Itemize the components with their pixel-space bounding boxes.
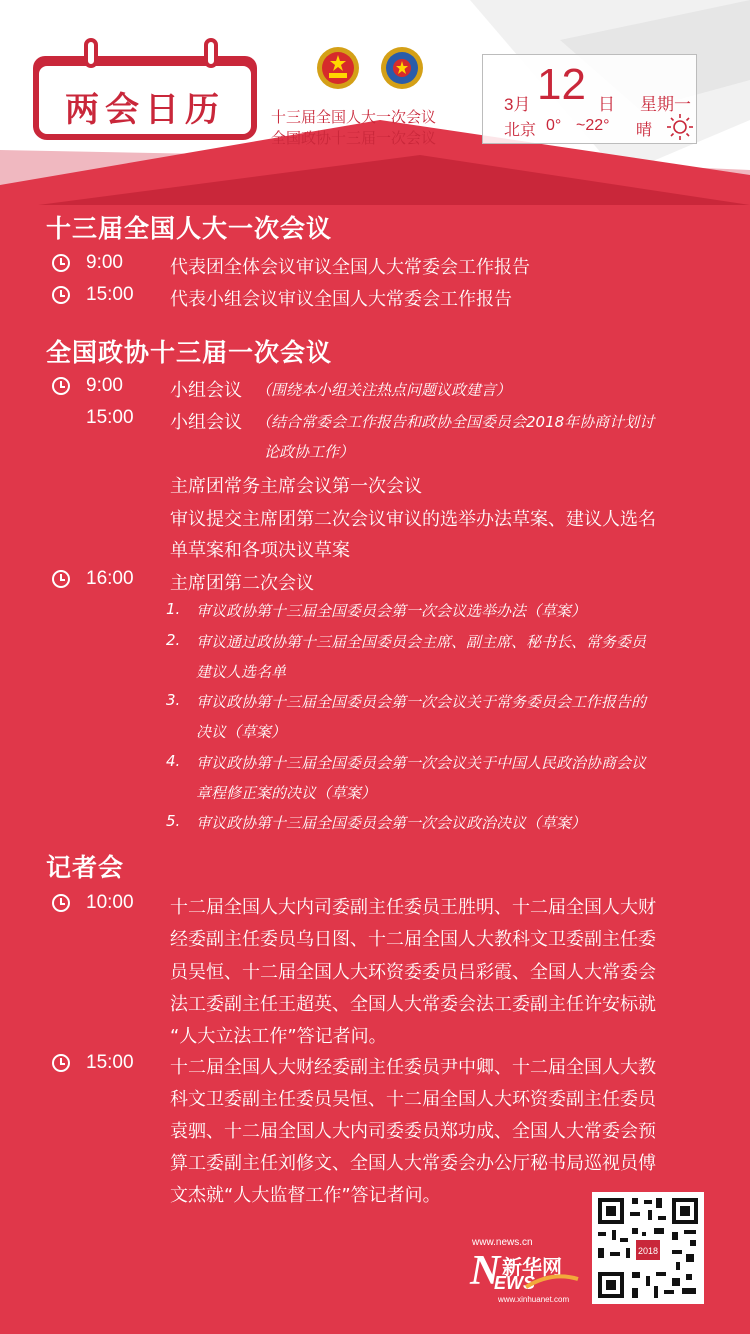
meeting-line: 十三届全国人大一次会议 bbox=[271, 109, 437, 126]
list-item-number: 4. bbox=[166, 752, 181, 770]
list-item-number: 2. bbox=[166, 631, 181, 649]
calendar-ring bbox=[84, 38, 98, 68]
entry-text: 代表小组会议审议全国人大常委会工作报告 bbox=[170, 289, 512, 310]
entry-text: 文杰就“人大监督工作”答记者问。 bbox=[170, 1185, 441, 1206]
brand-sub: www.xinhuanet.com bbox=[498, 1295, 570, 1304]
section-title-npc: 十三届全国人大一次会议 bbox=[46, 214, 333, 243]
entry-note: 论政协工作） bbox=[264, 443, 355, 461]
xinhua-news-logo bbox=[468, 1237, 588, 1309]
entry-time: 9:00 bbox=[86, 375, 123, 396]
date-weekday: 星期一 bbox=[640, 95, 691, 114]
calendar-title: 两会日历 bbox=[65, 90, 225, 130]
entry-note: （围绕本小组关注热点问题议政建言） bbox=[256, 381, 512, 399]
entry-text: 小组会议 bbox=[170, 412, 242, 433]
list-item: 审议政协第十三届全国委员会第一次会议政治决议（草案） bbox=[196, 814, 587, 832]
clock-icon bbox=[52, 570, 70, 588]
clock-icon bbox=[52, 254, 70, 272]
entry-text: 法工委副主任王超英、全国人大常委会法工委副主任许安标就 bbox=[170, 994, 656, 1015]
npc-emblem-icon bbox=[316, 46, 360, 90]
list-item: 审议政协第十三届全国委员会第一次会议关于中国人民政治协商会议 bbox=[196, 754, 647, 772]
date-day-suffix: 日 bbox=[598, 95, 615, 114]
entry-extra: 审议提交主席团第二次会议审议的选举办法草案、建议人选名 bbox=[170, 509, 656, 530]
section-title-press: 记者会 bbox=[46, 853, 125, 882]
entry-text: “人大立法工作”答记者问。 bbox=[170, 1026, 387, 1047]
entry-time: 15:00 bbox=[86, 1052, 134, 1073]
entry-time: 15:00 bbox=[86, 284, 134, 305]
weather-low: 0° bbox=[546, 117, 562, 134]
entry-text: 袁驷、十二届全国人大内司委委员郑功成、全国人大常委会预 bbox=[170, 1121, 656, 1142]
clock-icon bbox=[52, 286, 70, 304]
entry-text: 十二届全国人大财经委副主任委员尹中卿、十二届全国人大教 bbox=[170, 1057, 656, 1078]
entry-note: （结合常委会工作报告和政协全国委员会2018年协商计划讨 bbox=[256, 413, 655, 431]
entry-text: 主席团第二次会议 bbox=[170, 573, 314, 594]
list-item: 建议人选名单 bbox=[196, 663, 287, 681]
weather-condition: 晴 bbox=[636, 122, 653, 139]
entry-time: 16:00 bbox=[86, 568, 134, 589]
entry-text: 经委副主任委员乌日图、十二届全国人大教科文卫委副主任委 bbox=[170, 929, 656, 950]
entry-text: 员吴恒、十二届全国人大环资委委员吕彩霞、全国人大常委会 bbox=[170, 962, 656, 983]
swoosh-icon bbox=[524, 1273, 580, 1289]
entry-time: 9:00 bbox=[86, 252, 123, 273]
entry-extra: 单草案和各项决议草案 bbox=[170, 540, 350, 561]
brand-word: EWS bbox=[494, 1273, 536, 1293]
weather-high: ~22° bbox=[576, 117, 610, 134]
list-item: 章程修正案的决议（草案） bbox=[196, 784, 377, 802]
qr-code-image bbox=[592, 1192, 704, 1304]
brand-cn: 新华网 bbox=[502, 1257, 562, 1279]
entry-text: 代表团全体会议审议全国人大常委会工作报告 bbox=[170, 257, 530, 278]
clock-icon bbox=[52, 894, 70, 912]
entry-time: 15:00 bbox=[86, 407, 134, 428]
entry-text: 十二届全国人大内司委副主任委员王胜明、十二届全国人大财 bbox=[170, 897, 656, 918]
entry-text: 科文卫委副主任委员吴恒、十二届全国人大环资委副主任委员 bbox=[170, 1089, 656, 1110]
meeting-line: 全国政协十三届一次会议 bbox=[271, 130, 437, 147]
list-item: 决议（草案） bbox=[196, 723, 287, 741]
list-item: 审议政协第十三届全国委员会第一次会议关于常务委员会工作报告的 bbox=[196, 693, 647, 711]
list-item: 审议政协第十三届全国委员会第一次会议选举办法（草案） bbox=[196, 602, 587, 620]
list-item-number: 3. bbox=[166, 691, 181, 709]
clock-icon bbox=[52, 1054, 70, 1072]
brand-letter: N bbox=[470, 1248, 501, 1294]
section-title-cppcc: 全国政协十三届一次会议 bbox=[46, 338, 333, 367]
list-item: 审议通过政协第十三届全国委员会主席、副主席、秘书长、常务委员 bbox=[196, 633, 647, 651]
cppcc-emblem-icon bbox=[380, 46, 424, 90]
clock-icon bbox=[52, 377, 70, 395]
date-month: 3月 bbox=[504, 95, 531, 114]
qr-badge: 2018 bbox=[637, 1246, 659, 1256]
weather-city: 北京 bbox=[504, 122, 537, 139]
list-item-number: 5. bbox=[166, 812, 181, 830]
site-url: www.news.cn bbox=[472, 1237, 533, 1248]
list-item-number: 1. bbox=[166, 600, 181, 618]
calendar-ring bbox=[204, 38, 218, 68]
entry-extra: 主席团常务主席会议第一次会议 bbox=[170, 476, 422, 497]
entry-text: 算工委副主任刘修文、全国人大常委会办公厅秘书局巡视员傅 bbox=[170, 1153, 656, 1174]
sun-icon bbox=[665, 112, 695, 142]
entry-time: 10:00 bbox=[86, 892, 134, 913]
qr-code[interactable] bbox=[592, 1192, 704, 1304]
entry-text: 小组会议 bbox=[170, 380, 242, 401]
date-day: 12 bbox=[537, 60, 586, 109]
